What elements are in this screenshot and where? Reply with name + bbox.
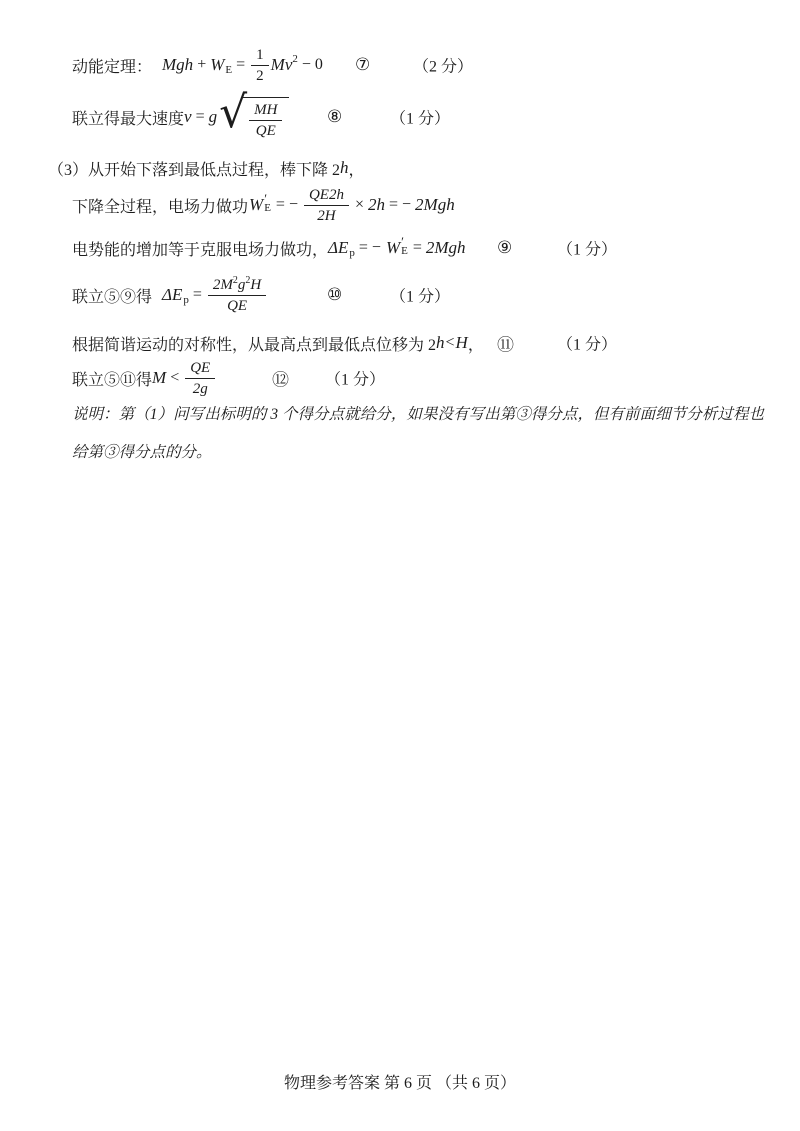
math-term: W xyxy=(249,195,264,214)
fraction xyxy=(251,46,269,85)
combine-5-9-line xyxy=(72,270,772,320)
fraction xyxy=(185,359,215,398)
fraction-denominator: 2g xyxy=(192,380,208,397)
potential-energy-line xyxy=(72,228,772,268)
score-label: （1 分） xyxy=(390,110,451,128)
heading-text: （3）从开始下落到最低点过程，棒下降 2 xyxy=(48,161,341,179)
fraction xyxy=(304,186,349,225)
math-term: 2M xyxy=(212,276,233,293)
section-3-heading xyxy=(48,157,365,179)
math-operator: = xyxy=(412,239,422,256)
math-operator: + xyxy=(197,56,207,73)
prime-mark: ′ xyxy=(264,191,268,206)
math-operator: < xyxy=(170,369,180,386)
subscript: E xyxy=(264,202,271,214)
superscript: 2 xyxy=(232,274,238,286)
math-term: 2Mgh xyxy=(415,195,455,214)
line-text: 根据简谐运动的对称性，从最高点到最低点位移为 2 xyxy=(72,336,437,354)
math-operator: × xyxy=(354,196,364,213)
math-term: W xyxy=(210,55,225,74)
fraction-denominator: 2H xyxy=(317,207,336,224)
math-operator: = xyxy=(192,286,202,303)
square-root xyxy=(219,87,289,140)
score-label: （1 分） xyxy=(557,241,618,259)
w-prime-sub-e xyxy=(385,234,408,258)
line-label: 下降全过程，电场力做功 xyxy=(72,198,249,216)
prime-subscript-stack xyxy=(264,191,271,214)
math-term: Mgh xyxy=(162,55,194,74)
math-term: 2Mgh xyxy=(425,238,466,257)
score-label: （2 分） xyxy=(413,58,474,76)
math-term: 2h xyxy=(368,195,385,214)
fraction-denominator: 2 xyxy=(256,67,264,84)
fraction-numerator: QE2h xyxy=(304,186,349,206)
math-operator: < xyxy=(445,334,455,351)
step-number-badge: ⑦ xyxy=(355,55,371,74)
math-term: g xyxy=(237,276,246,293)
line-label: 联立⑤⑨得 xyxy=(72,288,153,306)
math-operator: = xyxy=(236,56,246,73)
symmetry-line xyxy=(72,331,772,355)
score-label: （1 分） xyxy=(390,288,451,306)
step-number-badge: ⑪ xyxy=(497,335,514,355)
math-term: g xyxy=(208,107,218,126)
line-label: 联立得最大速度 xyxy=(72,110,185,128)
superscript: 2 xyxy=(245,274,251,286)
kinetic-energy-theorem-line xyxy=(72,42,772,88)
subscript: p xyxy=(183,294,189,306)
math-term: v xyxy=(184,107,192,126)
radical-sign: √ xyxy=(219,87,248,138)
math-operator: − 0 xyxy=(301,56,323,73)
fraction-numerator: 1 xyxy=(251,46,269,66)
math-term: H xyxy=(250,276,262,293)
note-paragraph: 说明：第（1）问写出标明的 3 个得分点就给分，如果没有写出第③得分点，但有前面细节分析过程也给第③得分点的分。 xyxy=(72,406,764,461)
page-footer: 物理参考答案 第 6 页 （共 6 页） xyxy=(283,1075,516,1092)
subscript: p xyxy=(349,247,355,259)
subscript: E xyxy=(401,245,408,257)
fraction-numerator: MH xyxy=(249,101,282,121)
step-number-badge: ⑫ xyxy=(272,370,289,390)
step-number-badge: ⑧ xyxy=(327,107,343,126)
line-label: 电势能的增加等于克服电场力做功， xyxy=(72,241,329,259)
work-by-field-line xyxy=(72,181,455,229)
math-term: Mv xyxy=(270,55,293,74)
fraction-numerator xyxy=(208,276,266,296)
math-term: W xyxy=(385,238,401,257)
line-label: 动能定理： xyxy=(72,58,153,76)
fraction-numerator: QE xyxy=(185,359,215,379)
math-operator: = − xyxy=(275,196,298,213)
w-prime-sub-e xyxy=(249,191,271,215)
math-term: H xyxy=(455,333,468,352)
math-term: h xyxy=(436,333,445,352)
score-label: （1 分） xyxy=(325,371,386,389)
fraction xyxy=(208,276,266,315)
subscript: E xyxy=(225,64,233,76)
fraction-denominator: QE xyxy=(227,297,248,314)
radicand xyxy=(243,97,289,140)
prime-subscript-stack xyxy=(401,234,408,257)
math-term: ΔE xyxy=(328,238,349,257)
math-operator: = − xyxy=(358,239,381,256)
fraction-denominator: QE xyxy=(255,123,276,139)
prime-mark: ′ xyxy=(401,234,404,249)
heading-text: ， xyxy=(348,161,365,179)
fraction xyxy=(249,101,282,140)
math-term: M xyxy=(152,368,167,387)
math-term: ΔE xyxy=(162,285,183,304)
combine-5-11-line xyxy=(72,355,772,401)
score-label: （1 分） xyxy=(557,336,618,354)
step-number-badge: ⑩ xyxy=(327,285,343,304)
line-label: 联立⑤⑪得 xyxy=(72,371,153,389)
line-text: ， xyxy=(467,336,484,354)
max-speed-line xyxy=(72,87,772,144)
superscript: 2 xyxy=(292,53,298,65)
math-operator: = − xyxy=(389,196,412,213)
step-number-badge: ⑨ xyxy=(497,238,513,257)
math-term: h xyxy=(340,158,349,177)
math-operator: = xyxy=(195,108,205,125)
